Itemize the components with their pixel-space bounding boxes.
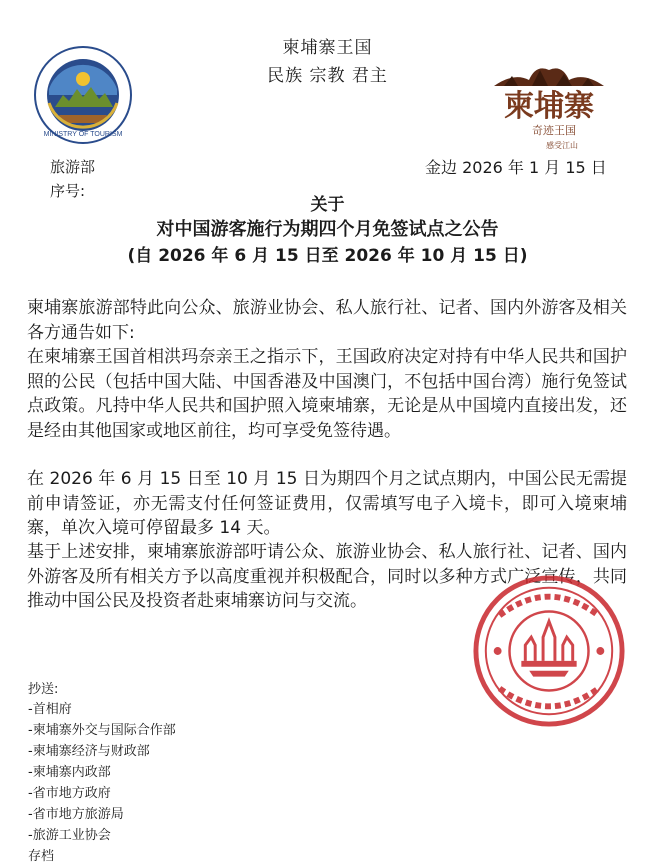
title-line-1: 关于 bbox=[310, 195, 345, 215]
cc-item: -柬埔寨外交与国际合作部 bbox=[28, 723, 176, 738]
paragraph-3: 在 2026 年 6 月 15 日至 10 月 15 日为期四个月之试点期内，中国公民无需提前申请签证，亦无需支付任何签证费用，仅需填写电子入境卡，即可入境柬埔寨，单次入境可停留最多 14 天。 bbox=[27, 469, 627, 538]
paragraph-2: 在柬埔寨王国首相洪玛奈亲王之指示下，王国政府决定对持有中华人民共和国护照的公民（包括中国大陆、中国香港及中国澳门，不包括中国台湾）施行免签试点政策。凡持中华人民共和国护照入境柬埔寨，无论是从中国境内直接出发，还是经由其他国家或地区前往，均可享受免签待遇。 bbox=[27, 347, 627, 441]
brand-subtitle-2: 感受江山 bbox=[546, 141, 578, 150]
official-red-seal bbox=[470, 572, 628, 730]
archive-note: 存档 bbox=[28, 849, 55, 864]
paragraph-1: 柬埔寨旅游部特此向公众、旅游业协会、私人旅行社、记者、国内外游客及相关各方通告如下: bbox=[27, 298, 627, 343]
logo-caption: MINISTRY OF TOURISM bbox=[43, 131, 123, 138]
cc-label: 抄送: bbox=[28, 682, 59, 697]
national-motto: 民族 宗教 君主 bbox=[267, 66, 388, 86]
issuing-ministry: 旅游部 bbox=[50, 158, 96, 176]
brand-title: 柬埔寨 bbox=[504, 89, 594, 124]
cc-item: -首相府 bbox=[28, 702, 72, 717]
announcement-title: 对中国游客施行为期四个月免签试点之公告 bbox=[156, 219, 499, 240]
ministry-of-tourism-logo bbox=[33, 45, 133, 145]
serial-label: 序号: bbox=[50, 182, 86, 200]
cc-item: -省市地方旅游局 bbox=[28, 807, 124, 822]
country-name: 柬埔寨王国 bbox=[282, 38, 373, 58]
paragraph-4: 基于上述安排，柬埔寨旅游部吁请公众、旅游业协会、私人旅行社、记者、国内外游客及所有相关方予以高度重视并积极配合，同时以多种方式广泛宣传，共同推动中国公民及投资者赴柬埔寨访问与交流。 bbox=[27, 542, 627, 611]
cambodia-brand-logo bbox=[474, 58, 624, 158]
title-date-range: (自 2026 年 6 月 15 日至 2026 年 10 月 15 日) bbox=[127, 246, 528, 266]
brand-subtitle-1: 奇迹王国 bbox=[532, 124, 576, 137]
cc-item: -省市地方政府 bbox=[28, 786, 111, 801]
cc-item: -柬埔寨内政部 bbox=[28, 765, 111, 780]
cc-item: -旅游工业协会 bbox=[28, 828, 111, 843]
cc-item: -柬埔寨经济与财政部 bbox=[28, 744, 150, 759]
place-and-date: 金边 2026 年 1 月 15 日 bbox=[425, 158, 607, 177]
